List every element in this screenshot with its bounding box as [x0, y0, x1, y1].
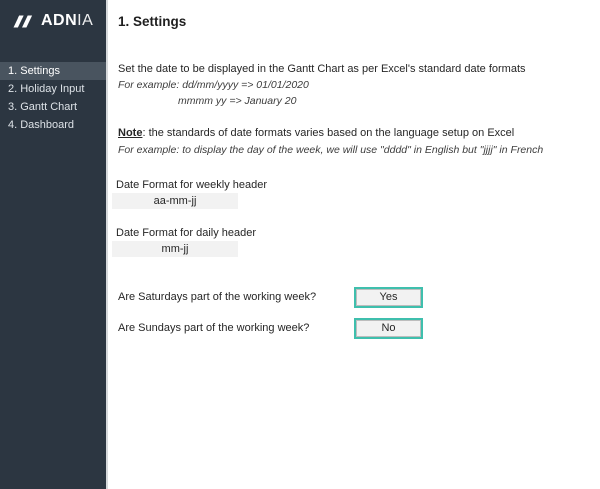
sidebar: [0, 0, 106, 489]
adnia-logo-icon: [11, 13, 36, 30]
brand-logo: [11, 12, 93, 30]
weekly-header-format-input[interactable]: aa-mm-jj: [112, 193, 238, 209]
weekly-header-format-label: Date Format for weekly header: [116, 179, 268, 191]
sidebar-item-holiday-input[interactable]: 2. Holiday Input: [8, 83, 85, 95]
sunday-question-label: Are Sundays part of the working week?: [118, 322, 310, 334]
note-body: : the standards of date formats varies based on the language setup on Excel: [142, 127, 515, 139]
page-title: 1. Settings: [118, 14, 187, 29]
sidebar-item-settings[interactable]: 1. Settings: [0, 62, 106, 80]
intro-example-1: For example: dd/mm/yyyy => 01/01/2020: [118, 79, 309, 91]
saturday-working-select[interactable]: Yes: [354, 287, 423, 308]
brand-name: [41, 12, 93, 30]
main-content: [108, 0, 600, 489]
sidebar-menu: [0, 62, 106, 134]
sidebar-item-dashboard[interactable]: 4. Dashboard: [8, 119, 75, 131]
note-label: Note: [118, 127, 143, 139]
note-text: [118, 127, 514, 139]
sunday-working-select[interactable]: No: [354, 318, 423, 339]
note-example: For example: to display the day of the week, we will use "dddd" in English but "jjjj" in French: [118, 144, 544, 156]
brand-name-light: IA: [77, 12, 94, 29]
brand-name-bold: ADN: [41, 12, 78, 29]
daily-header-format-label: Date Format for daily header: [116, 227, 257, 239]
saturday-question-label: Are Saturdays part of the working week?: [118, 291, 317, 303]
daily-header-format-input[interactable]: mm-jj: [112, 241, 238, 257]
intro-text: Set the date to be displayed in the Gantt Chart as per Excel's standard date formats: [118, 63, 526, 75]
intro-example-2: mmmm yy => January 20: [178, 95, 297, 107]
sidebar-item-gantt-chart[interactable]: 3. Gantt Chart: [8, 101, 78, 113]
